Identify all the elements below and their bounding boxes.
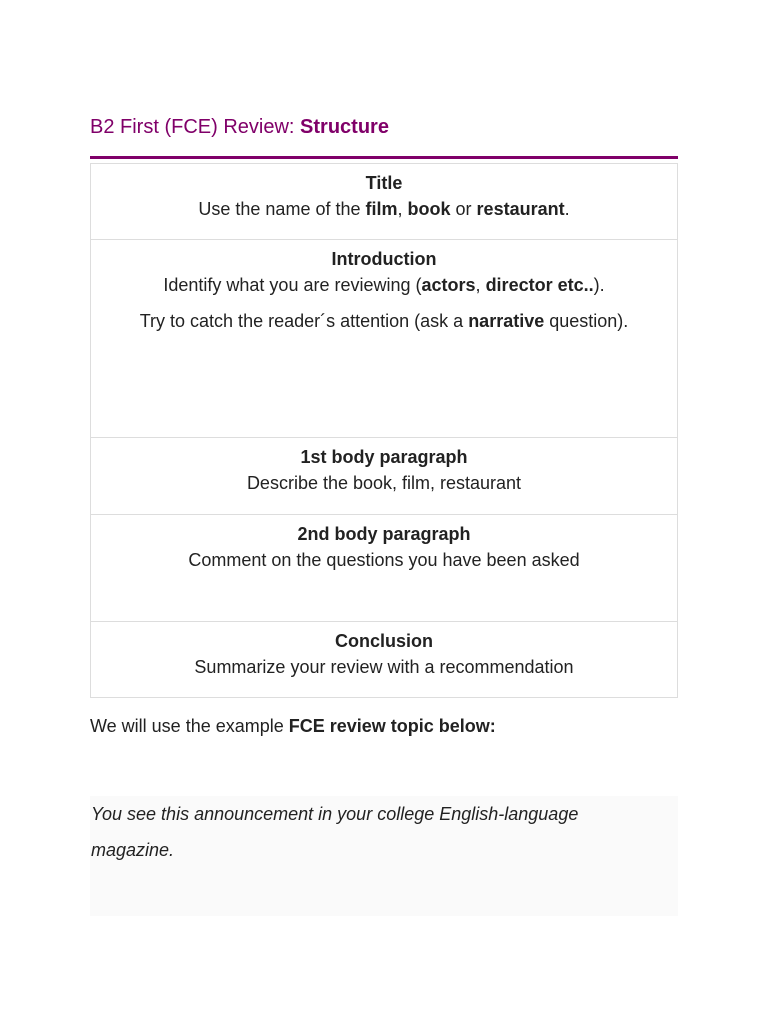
title-keyword-film: film bbox=[365, 199, 398, 219]
title-keyword-restaurant: restaurant bbox=[476, 199, 565, 219]
title-text-part: . bbox=[564, 199, 570, 219]
introduction-keyword-narrative: narrative bbox=[468, 311, 545, 331]
introduction-text-part: , bbox=[475, 275, 486, 295]
example-intro-emphasis: FCE review topic below: bbox=[288, 716, 496, 736]
page-title-emphasis: Structure bbox=[300, 116, 389, 138]
title-text-part: , bbox=[397, 199, 408, 219]
body1-cell bbox=[91, 438, 678, 515]
introduction-keyword-director: director etc.. bbox=[485, 275, 594, 295]
title-text-part: or bbox=[450, 199, 477, 219]
title-section-heading: Title bbox=[365, 173, 403, 193]
introduction-text-part: ). bbox=[593, 275, 605, 295]
title-keyword-book: book bbox=[407, 199, 451, 219]
example-intro-paragraph bbox=[90, 713, 496, 739]
table-row-conclusion bbox=[91, 622, 678, 698]
page-title-prefix: B2 First (FCE) Review: bbox=[90, 116, 301, 138]
body2-cell bbox=[91, 515, 678, 622]
introduction-line-2 bbox=[91, 308, 677, 334]
introduction-keyword-actors: actors bbox=[421, 275, 476, 295]
table-row-title bbox=[91, 164, 678, 240]
body2-section-heading: 2nd body paragraph bbox=[297, 524, 471, 544]
introduction-text-part: question). bbox=[544, 311, 629, 331]
structure-table bbox=[90, 163, 678, 698]
introduction-section-heading: Introduction bbox=[331, 249, 437, 269]
announcement-text: You see this announcement in your college English-language magazine. bbox=[91, 804, 579, 860]
body1-section-text: Describe the book, film, restaurant bbox=[246, 473, 522, 493]
introduction-text-part: Identify what you are reviewing ( bbox=[163, 275, 422, 295]
introduction-text-part: Try to catch the reader´s attention (ask a bbox=[139, 311, 469, 331]
introduction-line-1 bbox=[91, 272, 677, 298]
table-row-body1 bbox=[91, 438, 678, 515]
example-intro-text: We will use the example bbox=[90, 716, 289, 736]
title-text-part: Use the name of the bbox=[198, 199, 366, 219]
introduction-cell bbox=[91, 240, 678, 438]
body1-section-heading: 1st body paragraph bbox=[300, 447, 468, 467]
title-section-text bbox=[91, 196, 677, 222]
conclusion-cell bbox=[91, 622, 678, 698]
page-title bbox=[90, 116, 389, 139]
conclusion-section-heading: Conclusion bbox=[335, 631, 433, 651]
body2-section-text: Comment on the questions you have been asked bbox=[188, 550, 580, 570]
table-row-introduction bbox=[91, 240, 678, 438]
conclusion-section-text: Summarize your review with a recommendation bbox=[194, 657, 574, 677]
heading-divider bbox=[90, 156, 678, 159]
table-row-body2 bbox=[91, 515, 678, 622]
title-cell bbox=[91, 164, 678, 240]
announcement-box bbox=[90, 796, 678, 916]
